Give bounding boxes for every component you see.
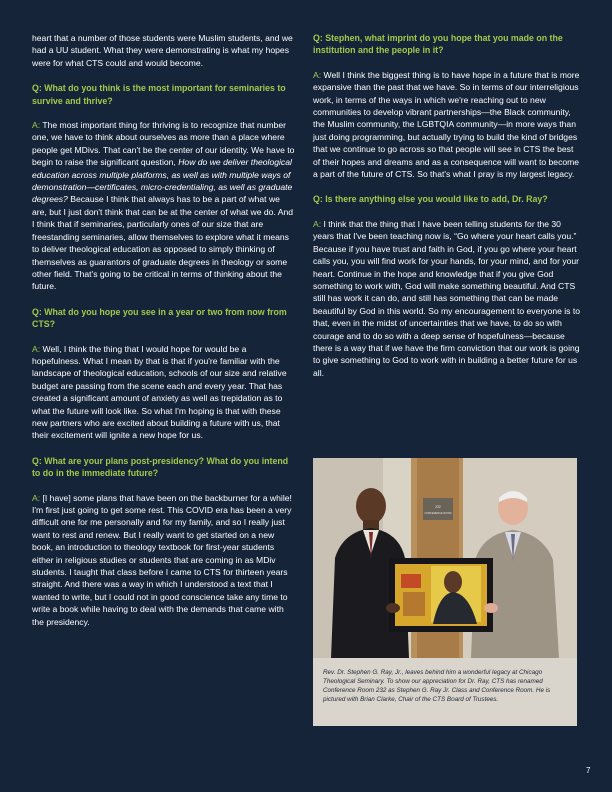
answer-anything-else: [313, 218, 581, 379]
answer-label: A:: [32, 492, 41, 503]
answer-text: I think that the thing that I have been telling students for the 30 years that I've been teaching now is, “Go where your heart calls you.” Because if you have trust and faith in God, if you go where your heart calls you, you will find work for your hands, for your mind, and for your heart. Continue in the hope and knowledge that if you give God something to work with, God will make something beautiful. And CTS still has work it can do, and still has something that can be made beautiful by God in this world. So my encouragement to everyone is to that, even in the midst of uncertainties that we have, to do so with courage and to do so with a deep sense of hopefulness—because there is a way that if we have the firm conviction that our work is going to give something to God to work with in building a better future for us all.: [313, 218, 581, 378]
answer-label: A:: [313, 218, 322, 229]
answer-text: Well, I think the thing that I would hope for would be a hopefulness. What I mean by that is that if you're familiar with the landscape of theological education, schools of our size and relative budget are passing from the scene each and every year. That has created a significant amount of anxiety as well as trepidation as to what the future will look like. So what I'm hoping is that with these new partners who are excited about building a future with us, that their excitement will ignite a new hope for us.: [32, 343, 287, 441]
question-future-cts: Q: What do you hope you see in a year or two from now from CTS?: [32, 306, 287, 330]
answer-post-presidency: [32, 492, 296, 628]
answer-imprint: [313, 69, 581, 181]
photo-dr-ray-and-brian-clarke: [313, 458, 577, 658]
answer-seminaries: [32, 119, 296, 293]
answer-text: Because I think that always has to be a part of what we are, but I just don't think that can be at the center of what we do. And I think that if seminaries, particularly ones of our size that are freestanding seminaries, allow themselves to explore what it means to deliver theological education as opposed to simply thinking of themselves as guarantors of graduate degrees in theology or some other field. That's going to be critical in terms of thinking about the future.: [32, 194, 294, 292]
answer-label: A:: [32, 120, 41, 131]
answer-text: The most important thing for thriving is to recognize that number one, we have to think about ourselves as more than a place where people get MDivs. That can't be the center of our identity. We have to begin to raise the significant question,: [32, 120, 295, 168]
photo-with-caption: [313, 458, 577, 726]
answer-label: A:: [313, 69, 322, 80]
answer-label: A:: [32, 343, 41, 354]
room-sign: [423, 498, 453, 520]
intro-paragraph: heart that a number of those students were Muslim students, and we had a UU student. What they were demonstrating is what my hopes were for what CTS could and would become.: [32, 33, 293, 68]
question-seminaries: Q: What do you think is the most important for seminaries to survive and thrive?: [32, 83, 286, 106]
right-column: [313, 32, 581, 392]
room-sign-text: 232: [435, 505, 441, 509]
question-post-presidency: Q: What are your plans post-presidency? What do you intend to do in the immediate future?: [32, 455, 289, 479]
photo-caption: Rev. Dr. Stephen G. Ray, Jr., leaves behind him a wonderful legacy at Chicago Theological Seminary. To show our appreciation for Dr. Ray, CTS has renamed Conference Room 232 as Stephen G. Ray Jr. Class and Conference Room. He is pictured with Brian Clarke, Chair of the CTS Board of Trustees.: [313, 658, 577, 726]
page-number: 7: [586, 766, 591, 775]
answer-text: [I have] some plans that have been on the backburner for a while! I'm first just going to get some rest. This COVID era has been a very difficult one for me personally and for my family, and so I really just want to rest and renew. But I really want to get started on a new book, an introduction to theology textbook for first-year students either in religious studies or students that are coming in as MDiv students. I taught that class before I came to CTS for thirteen years straight. And there was a way in which I understood a text that I wanted to write, but I could not in good conscience take any time to write a book while having to deal with the demands that came with the presidency.: [32, 492, 292, 627]
question-imprint: Q: Stephen, what imprint do you hope that you made on the institution and the people in it?: [313, 33, 563, 56]
answer-text: Well I think the biggest thing is to have hope in a future that is more expansive than the past that we have. So in terms of our interreligious work, in terms of the ways in which we're reaching out to new communities to develop vibrant partnerships—the Black community, the Muslim community, the LGBTQIA community—in more ways than just doing programming, but actually trying to build the kind of bridges that we continue to go across so that people will see in CTS the best of their hopes and dreams and as a consequence will want to become a part of the future of CTS. So that's what I pray is my largest legacy.: [313, 69, 580, 180]
answer-future-cts: [32, 343, 296, 442]
left-column: [32, 32, 296, 641]
question-anything-else: Q: Is there anything else you would like to add, Dr. Ray?: [313, 194, 548, 205]
answer-italic-text: How do we deliver theological education across multiple platforms, as well as with multiple ways of demonstration—certificates, micro-credentialing, as well as graduate degrees?: [32, 157, 293, 205]
svg-text:CONFERENCE ROOM: CONFERENCE ROOM: [424, 512, 452, 515]
